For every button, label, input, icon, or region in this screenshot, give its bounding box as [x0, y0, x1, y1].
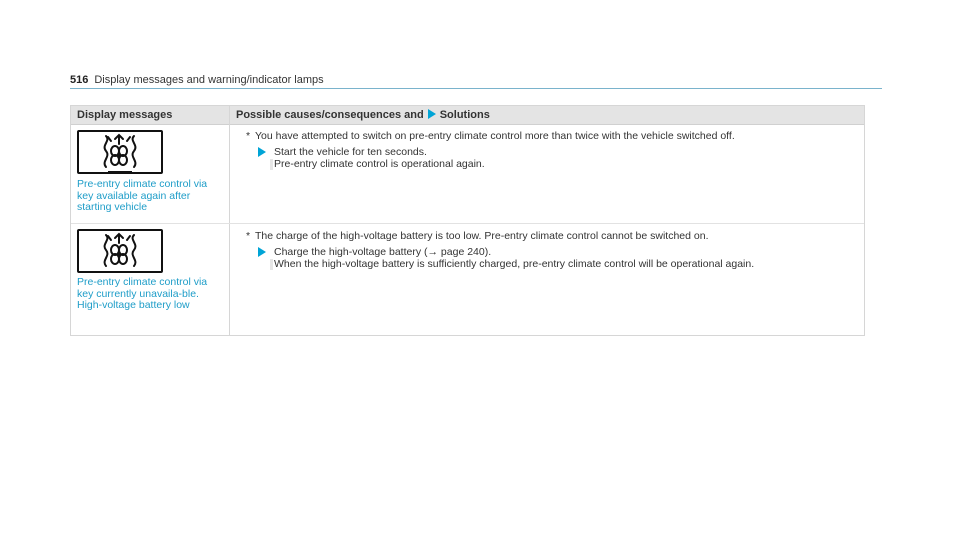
display-message-text: Pre-entry climate control via key available again after starting vehicle	[77, 178, 208, 213]
asterisk-icon: *	[246, 130, 251, 142]
asterisk-icon: *	[246, 230, 251, 242]
solution-arrow-icon	[258, 247, 266, 257]
solution-step-text: Charge the high-voltage battery (→ page 240).	[274, 246, 492, 258]
result-indicator-bar	[270, 259, 273, 270]
solution-arrow-icon	[428, 109, 436, 119]
cause-text: * The charge of the high-voltage battery is too low. Pre-entry climate control cannot be switched on.	[246, 230, 709, 242]
solution-block	[274, 146, 485, 170]
solution-block	[274, 246, 754, 270]
column-divider	[229, 106, 230, 335]
row-divider	[71, 223, 864, 224]
column-header-solutions-label: Solutions	[439, 109, 490, 121]
display-messages-table	[70, 105, 865, 336]
column-header-causes-solutions	[236, 106, 490, 124]
result-indicator-bar	[270, 159, 273, 170]
solution-step-text: Start the vehicle for ten seconds.	[274, 146, 427, 158]
page-title: Display messages and warning/indicator lamps	[94, 74, 324, 86]
table-header	[71, 106, 864, 125]
display-message-text: Pre-entry climate control via key currently unavaila-ble. High-voltage battery low	[77, 276, 208, 311]
icon-indicator-bar	[108, 171, 132, 174]
column-header-causes-label: Possible causes/consequences and	[236, 109, 424, 121]
page-header	[70, 74, 882, 89]
solution-arrow-icon	[258, 147, 266, 157]
climate-control-fan-icon	[77, 229, 163, 273]
page-number: 516	[70, 74, 89, 86]
column-header-display-messages: Display messages	[77, 109, 173, 121]
climate-control-fan-icon	[77, 130, 163, 174]
cause-text: * You have attempted to switch on pre-entry climate control more than twice with the vehicle switched off.	[246, 130, 735, 142]
solution-result-text: When the high-voltage battery is sufficiently charged, pre-entry climate control will be operational again.	[274, 258, 755, 270]
solution-result-text: Pre-entry climate control is operational again.	[274, 158, 485, 170]
